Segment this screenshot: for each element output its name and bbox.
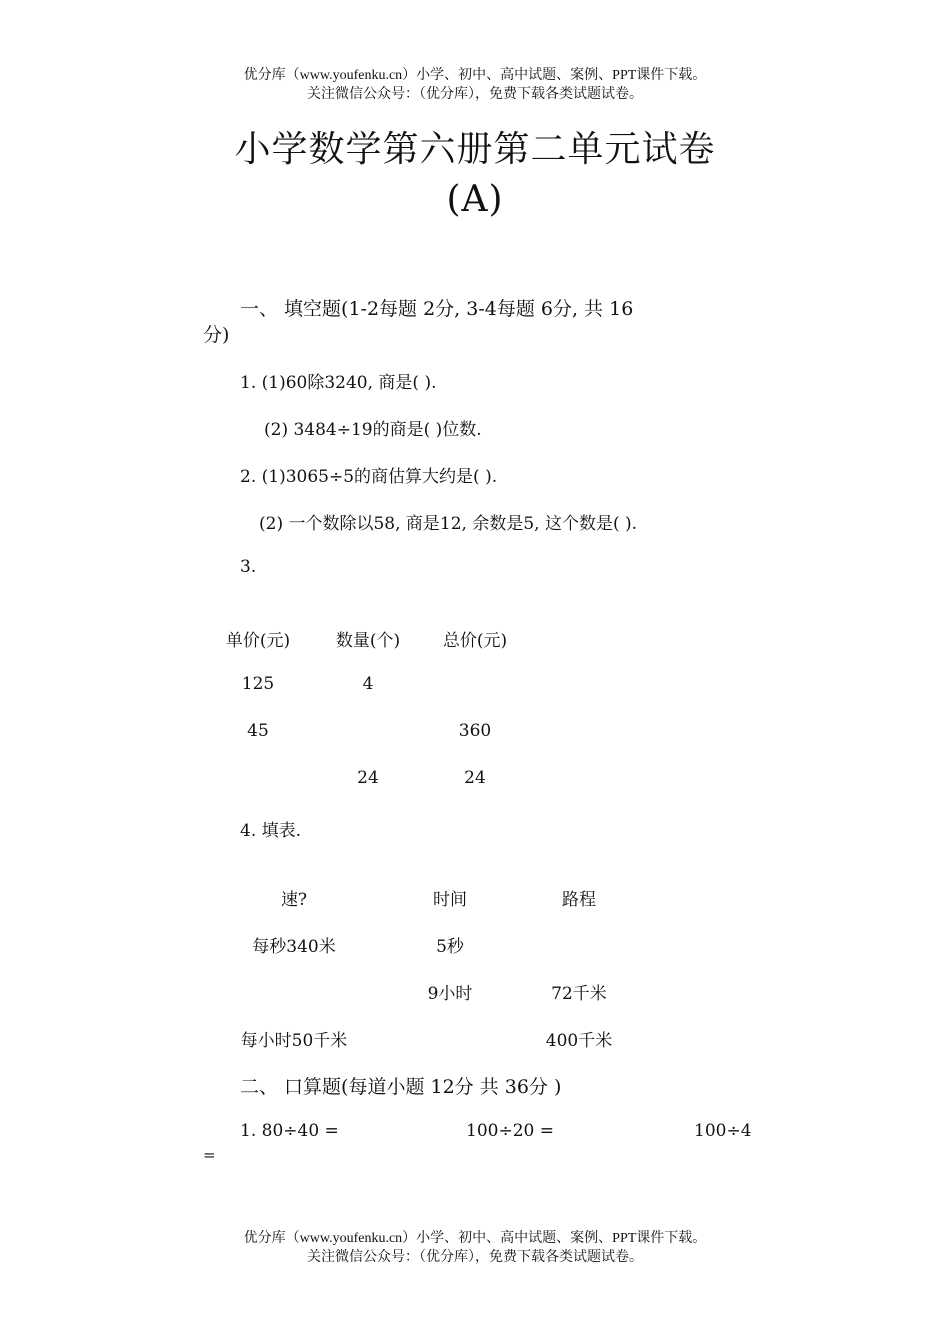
footer-line-1: 优分库（www.youfenku.cn）小学、初中、高中试题、案例、PPT课件下载。	[243, 1231, 707, 1246]
page-title: 小学数学第六册第二单元试卷	[234, 129, 716, 170]
table-q4-header-time: 时间	[433, 890, 467, 910]
section2-heading: 二、 口算题(每道小题 12分 共 36分 )	[240, 1076, 562, 1098]
table-cell: 400千米	[545, 1031, 613, 1051]
table-q4-header-speed: 速?	[280, 890, 308, 910]
page-subtitle: (A)	[446, 179, 504, 220]
oral-question-1c-wrap: =	[203, 1146, 216, 1164]
question-2-2: (2) 一个数除以58, 商是12, 余数是5, 这个数是( ).	[259, 514, 638, 534]
table-q3-header-total: 总价(元)	[442, 631, 508, 651]
table-q3-header-unit-price: 单价(元)	[225, 631, 291, 651]
table-cell: 4	[362, 674, 374, 694]
question-4: 4. 填表.	[240, 821, 302, 841]
footer-line-2: 关注微信公众号：（优分库），免费下载各类试题试卷。	[307, 1250, 643, 1265]
table-cell: 24	[464, 768, 486, 788]
table-cell: 每秒340米	[252, 937, 336, 957]
table-cell: 5秒	[436, 937, 464, 957]
table-cell: 45	[247, 721, 269, 741]
table-cell: 9小时	[427, 984, 473, 1004]
section1-heading-wrap: 分)	[203, 324, 230, 346]
table-cell: 125	[241, 674, 275, 694]
section1-heading: 一、 填空题(1-2每题 2分, 3-4每题 6分, 共 16	[240, 298, 634, 320]
table-cell: 每小时50千米	[240, 1031, 348, 1051]
table-q3-header-quantity: 数量(个)	[335, 631, 401, 651]
oral-question-1c: 100÷4	[694, 1121, 752, 1141]
oral-question-1b: 100÷20 =	[466, 1121, 554, 1141]
question-3: 3.	[240, 557, 257, 577]
question-2-1: 2. (1)3065÷5的商估算大约是( ).	[240, 467, 498, 487]
question-1-1: 1. (1)60除3240, 商是( ).	[240, 373, 437, 393]
table-cell: 72千米	[551, 984, 607, 1004]
table-cell: 360	[458, 721, 492, 741]
question-1-2: (2) 3484÷19的商是( )位数.	[264, 420, 482, 440]
header-line-2: 关注微信公众号：（优分库），免费下载各类试题试卷。	[307, 87, 643, 102]
table-cell: 24	[357, 768, 379, 788]
oral-question-1a: 1. 80÷40 =	[240, 1121, 339, 1141]
table-q4-header-distance: 路程	[562, 890, 596, 910]
header-line-1: 优分库（www.youfenku.cn）小学、初中、高中试题、案例、PPT课件下载。	[243, 68, 707, 83]
